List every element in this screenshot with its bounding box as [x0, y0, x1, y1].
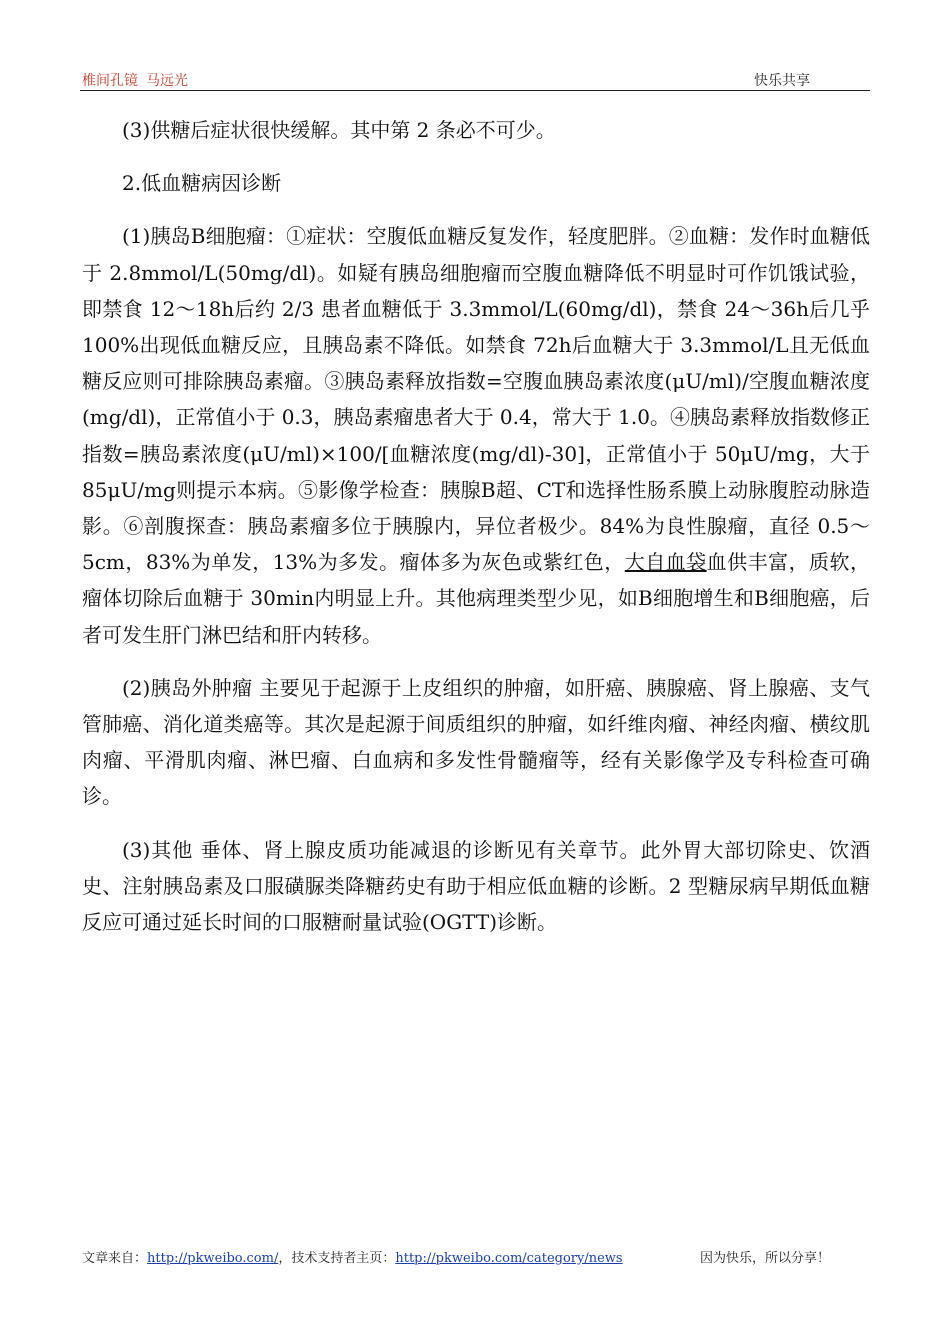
- footer-slogan: 因为快乐，所以分享！: [699, 1251, 830, 1266]
- insulinoma-text-part1: (1)胰岛B细胞瘤：①症状：空腹低血糖反复发作，轻度肥胖。②血糖：发作时血糖低于 2.8mmol/L(50mg/dl)。如疑有胰岛细胞瘤而空腹血糖降低不明显时可作饥饿试验，即禁食 12～18h后约 2/3 患者血糖低于 3.3mmol/L(60mg/dl)，禁食 24～36h后几乎 100%出现低血糖反应，且胰岛素不降低。如禁食 72h后血糖大于 3.3mmol/L且无低血糖反应则可排除胰岛素瘤。③胰岛素释放指数=空腹血胰岛素浓度(μU/ml)/空腹血糖浓度(mg/dl)，正常值小于 0.3，胰岛素瘤患者大于 0.4，常大于 1.0。④胰岛素释放指数修正指数=胰岛素浓度(μU/ml)×100/[血糖浓度(mg/dl)-30]，正常值小于 50μU/mg，大于 85μU/mg则提示本病。⑤影像学检查：胰腺B超、CT和选择性肠系膜上动脉腹腔动脉造影。⑥剖腹探查：胰岛素瘤多位于胰腺内，异位者极少。84%为良性腺瘤，直径 0.5～5cm，83%为单发，13%为多发。瘤体多为灰色或紫红色，: [82, 224, 870, 575]
- header-left: [82, 70, 188, 90]
- page-header: [80, 64, 870, 91]
- header-author: 马远光: [146, 73, 188, 89]
- header-title: 椎间孔镜: [82, 73, 138, 89]
- section-heading-etiology: 2.低血糖病因诊断: [122, 171, 282, 196]
- page-footer: [82, 1247, 872, 1266]
- insulinoma-text-part2: 血供丰富，质软，瘤体切除后血糖于 30min内明显上升。其他病理类型少见，如B细胞增生和B细胞癌，后者可发生肝门淋巴结和肝内转移。: [82, 550, 871, 647]
- header-right-text: 快乐共享: [754, 73, 810, 89]
- paragraph-other-causes: (3)其他 垂体、肾上腺皮质功能减退的诊断见有关章节。此外胃大部切除史、饮酒史、注射胰岛素及口服磺脲类降糖药史有助于相应低血糖的诊断。2 型糖尿病早期低血糖反应可通过延长时间的口服糖耐量试验(OGTT)诊断。: [82, 837, 870, 935]
- paragraph-symptom-relief: (3)供糖后症状很快缓解。其中第 2 条必不可少。: [122, 118, 556, 142]
- footer-support-label: ，技术支持者主页：: [278, 1251, 396, 1266]
- footer-source-label: 文章来自：: [82, 1251, 148, 1266]
- underlined-term: 大自血袋: [624, 550, 707, 575]
- footer-support-link[interactable]: http://pkweibo.com/category/news: [395, 1251, 623, 1266]
- paragraph-extrapancreatic-tumor: (2)胰岛外肿瘤 主要见于起源于上皮组织的肿瘤，如肝癌、胰腺癌、肾上腺癌、支气管肺癌、消化道类癌等。其次是起源于间质组织的肿瘤，如纤维肉瘤、神经肉瘤、横纹肌肉瘤、平滑肌肉瘤、淋巴瘤、白血病和多发性骨髓瘤等，经有关影像学及专科检查可确诊。: [82, 675, 870, 809]
- paragraph-insulinoma: [82, 218, 870, 652]
- footer-source-link[interactable]: http://pkweibo.com/: [147, 1251, 279, 1266]
- document-body: [82, 112, 870, 941]
